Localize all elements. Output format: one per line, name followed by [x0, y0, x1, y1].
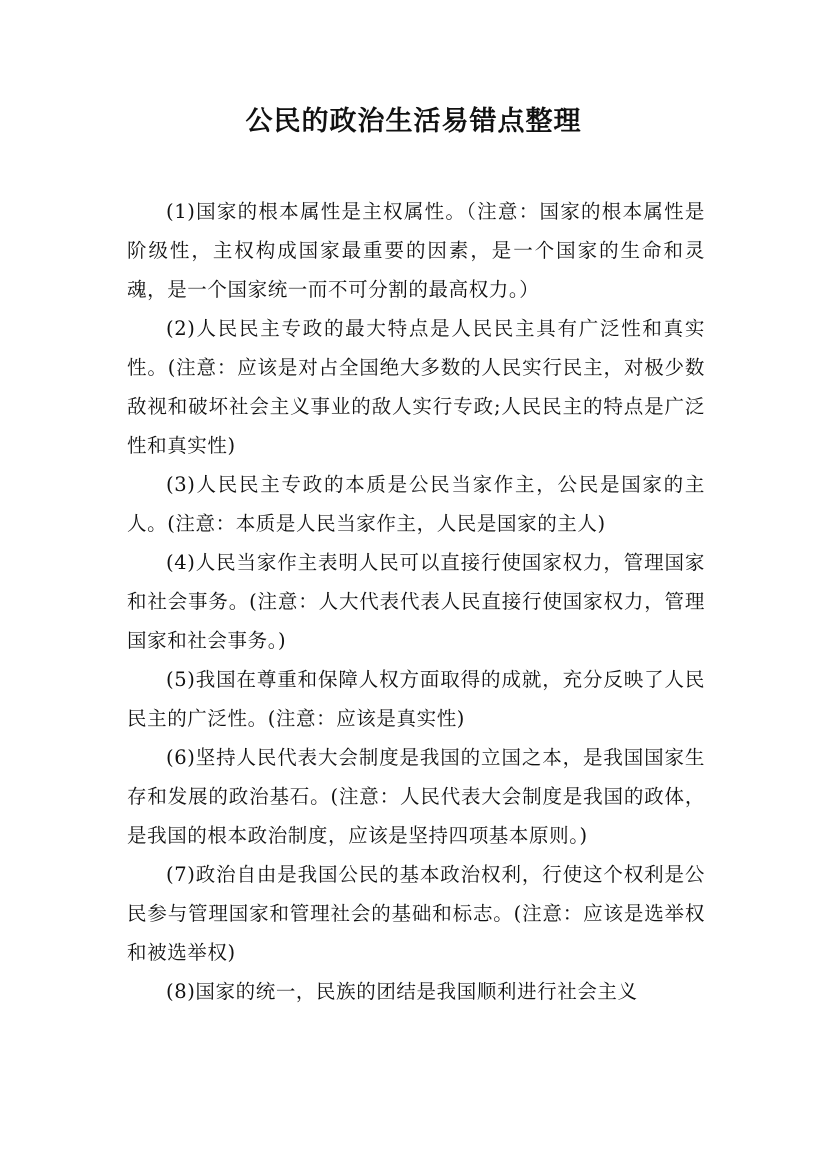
document-title: 公民的政治生活易错点整理 — [245, 106, 582, 137]
paragraph-8: (8)国家的统一，民族的团结是我国顺利进行社会主义 — [166, 980, 638, 1003]
paragraph-5: (5)我国在尊重和保障人权方面取得的成就，充分反映了人民民主的广泛性。(注意：应该是真实性) — [127, 668, 705, 730]
paragraph-7: (7)政治自由是我国公民的基本政治权利，行使这个权利是公民参与管理国家和管理社会的基础和标志。(注意：应该是选举权和被选举权) — [127, 863, 705, 964]
document-body — [127, 192, 705, 1011]
paragraph-4: (4)人民当家作主表明人民可以直接行使国家权力，管理国家和社会事务。(注意：人大代表代表人民直接行使国家权力，管理国家和社会事务。) — [127, 551, 705, 652]
paragraph-2: (2)人民民主专政的最大特点是人民民主具有广泛性和真实性。(注意：应该是对占全国绝大多数的人民实行民主，对极少数敌视和破坏社会主义事业的敌人实行专政;人民民主的特点是广泛性和真实性) — [127, 317, 705, 457]
paragraph-1: (1)国家的根本属性是主权属性。（注意：国家的根本属性是阶级性，主权构成国家最重要的因素，是一个国家的生命和灵魂，是一个国家统一而不可分割的最高权力。） — [127, 200, 705, 301]
paragraph-3: (3)人民民主专政的本质是公民当家作主，公民是国家的主人。(注意：本质是人民当家作主，人民是国家的主人) — [127, 473, 705, 535]
paragraph-6: (6)坚持人民代表大会制度是我国的立国之本，是我国国家生存和发展的政治基石。(注意：人民代表大会制度是我国的政体，是我国的根本政治制度，应该是坚持四项基本原则。) — [127, 746, 705, 847]
